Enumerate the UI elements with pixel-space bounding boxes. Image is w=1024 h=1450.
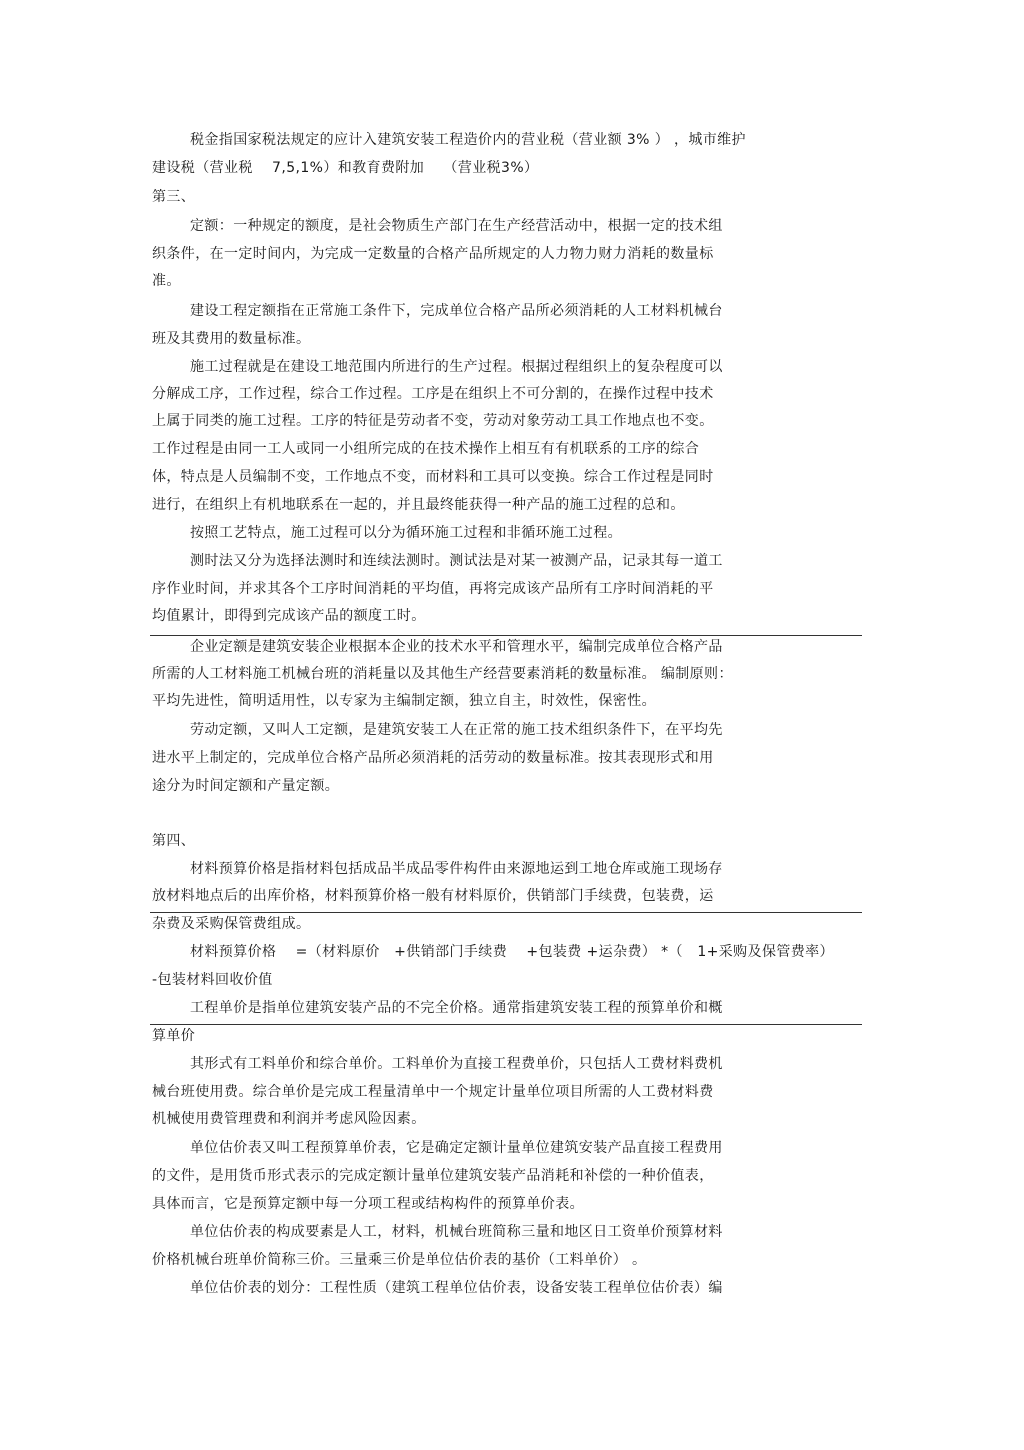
text-line: 进水平上制定的，完成单位合格产品所必须消耗的活劳动的数量标准。按其表现形式和用: [152, 750, 714, 766]
text-line: 测时法又分为选择法测时和连续法测时。测试法是对某一被测产品，记录其每一道工: [190, 553, 723, 569]
text-line: 算单价: [152, 1028, 196, 1044]
text-line: 械台班使用费。综合单价是完成工程量清单中一个规定计量单位项目所需的人工费材料费: [152, 1084, 714, 1100]
text-line: 材料预算价格是指材料包括成品半成品零件构件由来源地运到工地仓库或施工现场存: [190, 861, 723, 877]
text-line: 均值累计，即得到完成该产品的额度工时。: [152, 608, 426, 624]
formula-line: -包装材料回收价值: [152, 972, 273, 988]
text-line: 织条件，在一定时间内，为完成一定数量的合格产品所规定的人力物力财力消耗的数量标: [152, 246, 714, 262]
text-line: 工程单价是指单位建筑安装产品的不完全价格。通常指建筑安装工程的预算单价和概: [190, 1000, 723, 1016]
text-line: 分解成工序，工作过程，综合工作过程。工序是在组织上不可分割的，在操作过程中技术: [152, 386, 714, 402]
text-line: 建设税（营业税 7,5,1%）和教育费附加 （营业税3%）: [152, 160, 539, 176]
horizontal-rule: [150, 912, 862, 913]
formula-line: 材料预算价格 =（材料原价 +供销部门手续费 +包装费 +运杂费） *（ 1+采购及保管费率）: [190, 944, 834, 960]
horizontal-rule: [150, 635, 862, 636]
text-line: 所需的人工材料施工机械台班的消耗量以及其他生产经营要素消耗的数量标准。 编制原则：: [152, 666, 733, 682]
section-heading: 第三、: [152, 189, 196, 205]
text-line: 按照工艺特点，施工过程可以分为循环施工过程和非循环施工过程。: [190, 525, 622, 541]
text-line: 途分为时间定额和产量定额。: [152, 778, 340, 794]
text-line: 准。: [152, 273, 181, 289]
text-line: 单位估价表的划分：工程性质（建筑工程单位估价表，设备安装工程单位估价表）编: [190, 1280, 723, 1296]
text-line: 单位估价表又叫工程预算单价表，它是确定定额计量单位建筑安装产品直接工程费用: [190, 1140, 723, 1156]
section-heading: 第四、: [152, 833, 196, 849]
text-line: 的文件，是用货币形式表示的完成定额计量单位建筑安装产品消耗和补偿的一种价值表，: [152, 1168, 714, 1184]
text-line: 施工过程就是在建设工地范围内所进行的生产过程。根据过程组织上的复杂程度可以: [190, 359, 723, 375]
text-line: 单位估价表的构成要素是人工，材料，机械台班简称三量和地区日工资单价预算材料: [190, 1224, 723, 1240]
text-line: 进行，在组织上有机地联系在一起的，并且最终能获得一种产品的施工过程的总和。: [152, 497, 685, 513]
text-line: 定额：一种规定的额度，是社会物质生产部门在生产经营活动中，根据一定的技术组: [190, 218, 723, 234]
text-line: 具体而言，它是预算定额中每一分项工程或结构构件的预算单价表。: [152, 1196, 584, 1212]
text-line: 税金指国家税法规定的应计入建筑安装工程造价内的营业税（营业额 3% ） ，城市维护: [190, 132, 746, 148]
horizontal-rule: [150, 1024, 862, 1025]
text-line: 建设工程定额指在正常施工条件下，完成单位合格产品所必须消耗的人工材料机械台: [190, 303, 723, 319]
text-line: 班及其费用的数量标准。: [152, 331, 311, 347]
text-line: 其形式有工料单价和综合单价。工料单价为直接工程费单价，只包括人工费材料费机: [190, 1056, 723, 1072]
text-line: 企业定额是建筑安装企业根据本企业的技术水平和管理水平，编制完成单位合格产品: [190, 639, 723, 655]
text-line: 价格机械台班单价简称三价。三量乘三价是单位估价表的基价（工料单价） 。: [152, 1252, 647, 1268]
text-line: 机械使用费管理费和利润并考虑风险因素。: [152, 1111, 426, 1127]
text-line: 上属于同类的施工过程。工序的特征是劳动者不变，劳动对象劳动工具工作地点也不变。: [152, 413, 714, 429]
text-line: 体，特点是人员编制不变，工作地点不变，而材料和工具可以变换。综合工作过程是同时: [152, 469, 714, 485]
text-line: 放材料地点后的出库价格，材料预算价格一般有材料原价，供销部门手续费，包装费，运: [152, 888, 714, 904]
text-line: 平均先进性，简明适用性，以专家为主编制定额，独立自主，时效性，保密性。: [152, 693, 656, 709]
text-line: 工作过程是由同一工人或同一小组所完成的在技术操作上相互有有机联系的工序的综合: [152, 441, 700, 457]
text-line: 序作业时间，并求其各个工序时间消耗的平均值，再将完成该产品所有工序时间消耗的平: [152, 581, 714, 597]
text-line: 劳动定额，又叫人工定额，是建筑安装工人在正常的施工技术组织条件下，在平均先: [190, 722, 723, 738]
text-line: 杂费及采购保管费组成。: [152, 916, 311, 932]
